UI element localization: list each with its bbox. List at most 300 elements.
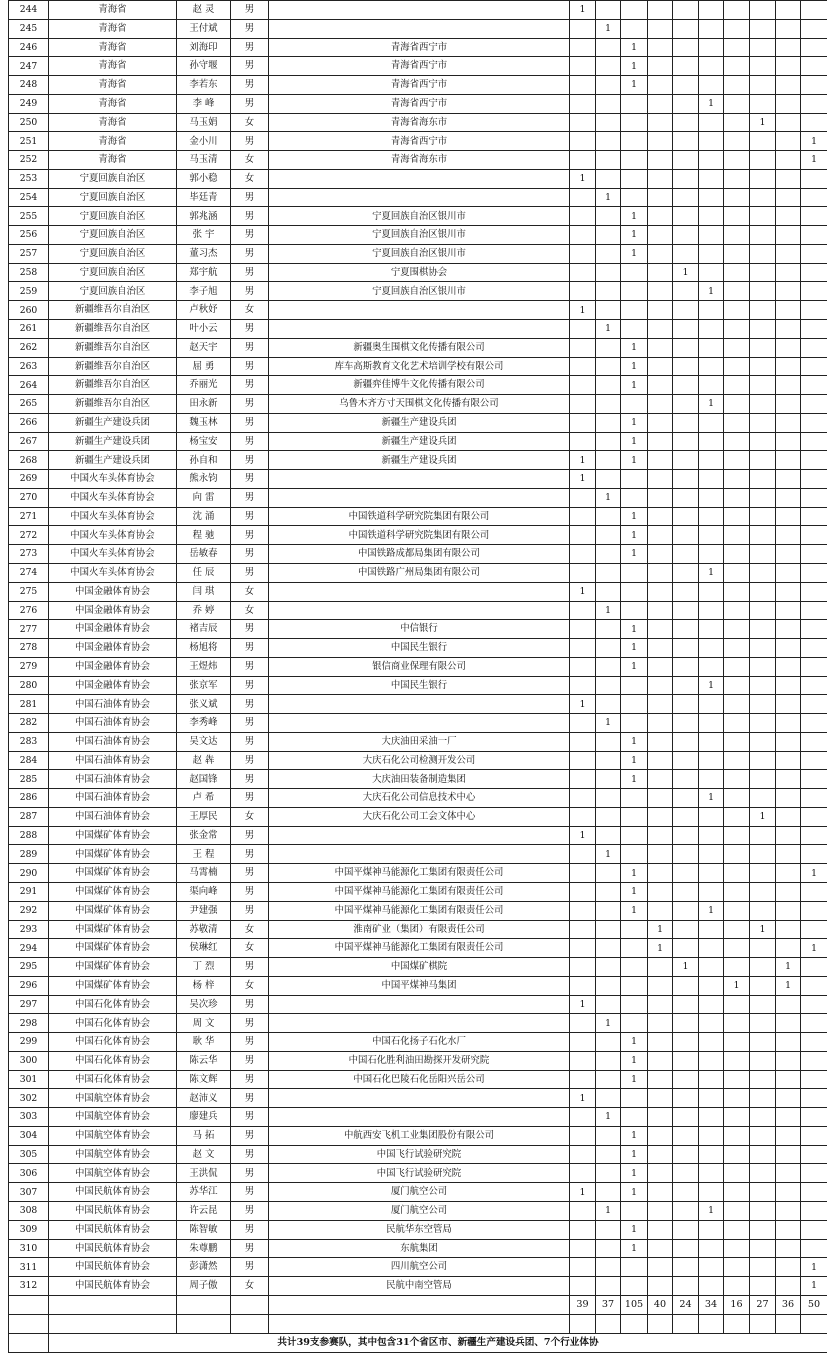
- category-mark: [699, 1051, 724, 1070]
- category-mark: [724, 38, 750, 57]
- category-total: 105: [621, 1295, 648, 1314]
- category-mark: [699, 695, 724, 714]
- category-mark: [801, 395, 827, 414]
- category-mark: 1: [621, 1183, 648, 1202]
- player-gender: 女: [231, 151, 269, 170]
- category-mark: [750, 995, 776, 1014]
- player-unit: [269, 470, 570, 489]
- team-region: 中国煤矿体育协会: [49, 901, 177, 920]
- category-mark: [596, 976, 621, 995]
- category-mark: [699, 751, 724, 770]
- category-mark: [801, 38, 827, 57]
- player-gender: 男: [231, 639, 269, 658]
- team-region: 中国航空体育协会: [49, 1089, 177, 1108]
- player-name: 郭兆涵: [177, 207, 231, 226]
- player-name: 程 驰: [177, 526, 231, 545]
- category-mark: [648, 563, 673, 582]
- category-mark: [673, 920, 699, 939]
- category-mark: [750, 263, 776, 282]
- player-gender: 男: [231, 1258, 269, 1277]
- category-mark: [801, 526, 827, 545]
- category-mark: [570, 958, 596, 977]
- category-mark: [570, 320, 596, 339]
- category-mark: [699, 451, 724, 470]
- player-unit: 民航中南空管局: [269, 1277, 570, 1296]
- category-mark: [776, 413, 801, 432]
- category-mark: [596, 526, 621, 545]
- player-name: 杨旭将: [177, 639, 231, 658]
- table-row: [9, 169, 827, 188]
- player-name: 赵 灵: [177, 1, 231, 20]
- category-mark: 1: [621, 864, 648, 883]
- category-mark: [724, 563, 750, 582]
- category-mark: [776, 1239, 801, 1258]
- category-mark: [621, 1, 648, 20]
- category-mark: [621, 939, 648, 958]
- category-mark: [648, 1089, 673, 1108]
- category-mark: [699, 357, 724, 376]
- team-region: 中国石化体育协会: [49, 1014, 177, 1033]
- player-name: 毕廷青: [177, 188, 231, 207]
- category-mark: [750, 676, 776, 695]
- category-mark: [673, 807, 699, 826]
- category-mark: [776, 1183, 801, 1202]
- category-mark: [750, 845, 776, 864]
- category-mark: [648, 244, 673, 263]
- category-mark: [801, 657, 827, 676]
- player-unit: 青海省西宁市: [269, 76, 570, 95]
- row-number: 258: [9, 263, 49, 282]
- category-mark: [673, 695, 699, 714]
- category-mark: [724, 151, 750, 170]
- category-mark: [776, 845, 801, 864]
- category-mark: [750, 901, 776, 920]
- category-mark: [801, 207, 827, 226]
- player-gender: 男: [231, 676, 269, 695]
- category-mark: [570, 113, 596, 132]
- category-mark: 1: [596, 1202, 621, 1221]
- category-mark: [570, 657, 596, 676]
- category-mark: [648, 263, 673, 282]
- category-mark: [570, 263, 596, 282]
- table-row: [9, 1164, 827, 1183]
- row-number: 277: [9, 620, 49, 639]
- team-region: 中国石化体育协会: [49, 995, 177, 1014]
- category-mark: 1: [570, 582, 596, 601]
- category-mark: [699, 807, 724, 826]
- team-region: 中国民航体育协会: [49, 1220, 177, 1239]
- category-mark: [699, 19, 724, 38]
- category-mark: [648, 57, 673, 76]
- category-mark: [673, 320, 699, 339]
- category-mark: [724, 1089, 750, 1108]
- row-number: 246: [9, 38, 49, 57]
- category-mark: [570, 1070, 596, 1089]
- category-mark: [596, 282, 621, 301]
- player-name: 朱尊鹏: [177, 1239, 231, 1258]
- category-mark: [750, 1108, 776, 1127]
- category-mark: [621, 1258, 648, 1277]
- category-mark: [570, 1258, 596, 1277]
- player-name: 赵天宇: [177, 338, 231, 357]
- player-unit: 中国铁道科学研究院集团有限公司: [269, 507, 570, 526]
- category-mark: [648, 976, 673, 995]
- team-region: 青海省: [49, 132, 177, 151]
- category-mark: [648, 395, 673, 414]
- player-name: 向 雷: [177, 488, 231, 507]
- player-gender: 男: [231, 1070, 269, 1089]
- player-gender: 男: [231, 470, 269, 489]
- category-mark: [801, 226, 827, 245]
- blank-cell: [673, 1314, 699, 1333]
- category-mark: [750, 451, 776, 470]
- category-mark: [724, 920, 750, 939]
- category-mark: [776, 1164, 801, 1183]
- category-mark: [621, 301, 648, 320]
- player-unit: 青海省海东市: [269, 151, 570, 170]
- category-mark: [673, 19, 699, 38]
- category-mark: [724, 244, 750, 263]
- category-mark: [750, 338, 776, 357]
- row-number: 267: [9, 432, 49, 451]
- category-mark: [673, 1202, 699, 1221]
- category-mark: 1: [801, 1258, 827, 1277]
- player-gender: 男: [231, 1145, 269, 1164]
- category-mark: [776, 1014, 801, 1033]
- category-mark: [776, 864, 801, 883]
- table-row: [9, 882, 827, 901]
- category-mark: [750, 226, 776, 245]
- table-row: [9, 151, 827, 170]
- category-mark: [750, 545, 776, 564]
- category-mark: [570, 939, 596, 958]
- category-mark: [724, 1070, 750, 1089]
- category-mark: [699, 526, 724, 545]
- category-mark: [673, 1277, 699, 1296]
- category-mark: [621, 563, 648, 582]
- category-mark: [699, 1070, 724, 1089]
- category-mark: [776, 732, 801, 751]
- category-mark: [570, 432, 596, 451]
- category-mark: [801, 976, 827, 995]
- table-row: [9, 976, 827, 995]
- category-mark: [776, 338, 801, 357]
- category-mark: [724, 57, 750, 76]
- table-row: [9, 751, 827, 770]
- category-mark: [724, 1, 750, 20]
- category-mark: [699, 470, 724, 489]
- blank-cell: [648, 1314, 673, 1333]
- category-mark: [724, 1202, 750, 1221]
- category-mark: [699, 488, 724, 507]
- category-mark: [673, 582, 699, 601]
- team-region: 青海省: [49, 57, 177, 76]
- category-mark: [776, 1220, 801, 1239]
- row-number: 251: [9, 132, 49, 151]
- category-mark: [724, 338, 750, 357]
- player-gender: 男: [231, 695, 269, 714]
- category-mark: [724, 451, 750, 470]
- player-name: 张金常: [177, 826, 231, 845]
- category-mark: [724, 751, 750, 770]
- category-mark: [801, 94, 827, 113]
- category-mark: 1: [750, 920, 776, 939]
- category-mark: [621, 470, 648, 489]
- team-region: 中国金融体育协会: [49, 639, 177, 658]
- player-name: 闫 琪: [177, 582, 231, 601]
- category-mark: [776, 76, 801, 95]
- category-mark: [724, 1108, 750, 1127]
- category-mark: 1: [596, 488, 621, 507]
- category-mark: [750, 38, 776, 57]
- category-mark: [750, 151, 776, 170]
- category-mark: [776, 320, 801, 339]
- category-mark: [699, 545, 724, 564]
- category-mark: [673, 1183, 699, 1202]
- category-mark: [776, 132, 801, 151]
- category-mark: [699, 882, 724, 901]
- category-mark: [699, 1183, 724, 1202]
- category-mark: [699, 976, 724, 995]
- totals-blank-cell: [49, 1295, 177, 1314]
- category-mark: [673, 38, 699, 57]
- team-region: 中国民航体育协会: [49, 1258, 177, 1277]
- row-number: 252: [9, 151, 49, 170]
- category-mark: [570, 732, 596, 751]
- category-mark: [596, 432, 621, 451]
- category-mark: [621, 789, 648, 808]
- category-mark: [776, 263, 801, 282]
- category-mark: [673, 864, 699, 883]
- category-mark: [596, 376, 621, 395]
- category-mark: [750, 789, 776, 808]
- category-mark: [673, 826, 699, 845]
- player-unit: 大庆油田采油一厂: [269, 732, 570, 751]
- category-mark: [673, 1145, 699, 1164]
- player-name: 乔 婷: [177, 601, 231, 620]
- row-number: 291: [9, 882, 49, 901]
- category-mark: 1: [621, 545, 648, 564]
- category-mark: [648, 188, 673, 207]
- category-mark: [673, 620, 699, 639]
- table-row: [9, 714, 827, 733]
- category-mark: [801, 413, 827, 432]
- player-name: 苏华江: [177, 1183, 231, 1202]
- player-unit: 大庆石化公司信息技术中心: [269, 789, 570, 808]
- category-mark: [699, 657, 724, 676]
- table-row: [9, 1183, 827, 1202]
- category-mark: 1: [621, 38, 648, 57]
- totals-blank-cell: [269, 1295, 570, 1314]
- player-unit: 厦门航空公司: [269, 1183, 570, 1202]
- category-mark: [776, 939, 801, 958]
- team-region: 中国火车头体育协会: [49, 488, 177, 507]
- category-mark: [648, 526, 673, 545]
- category-mark: [596, 1220, 621, 1239]
- category-mark: [596, 826, 621, 845]
- category-mark: [570, 789, 596, 808]
- team-region: 中国火车头体育协会: [49, 507, 177, 526]
- category-mark: [673, 639, 699, 658]
- category-mark: [648, 432, 673, 451]
- category-mark: [776, 470, 801, 489]
- category-mark: [750, 19, 776, 38]
- blank-row: [9, 1314, 827, 1333]
- category-mark: [673, 188, 699, 207]
- category-mark: [724, 357, 750, 376]
- player-gender: 女: [231, 939, 269, 958]
- player-name: 陈文辉: [177, 1070, 231, 1089]
- category-mark: [699, 1239, 724, 1258]
- table-row: [9, 995, 827, 1014]
- team-region: 宁夏回族自治区: [49, 244, 177, 263]
- player-unit: 民航华东空管局: [269, 1220, 570, 1239]
- player-name: 彭潇然: [177, 1258, 231, 1277]
- category-mark: [673, 789, 699, 808]
- category-mark: 1: [621, 1033, 648, 1052]
- table-row: [9, 807, 827, 826]
- table-row: [9, 657, 827, 676]
- category-mark: [750, 770, 776, 789]
- team-region: 宁夏回族自治区: [49, 207, 177, 226]
- team-region: 中国火车头体育协会: [49, 526, 177, 545]
- category-mark: [570, 76, 596, 95]
- category-mark: [648, 470, 673, 489]
- category-mark: 1: [648, 939, 673, 958]
- category-mark: [648, 582, 673, 601]
- table-row: [9, 901, 827, 920]
- category-mark: [673, 845, 699, 864]
- category-mark: [648, 94, 673, 113]
- category-mark: [750, 563, 776, 582]
- player-name: 尹建强: [177, 901, 231, 920]
- player-gender: 男: [231, 751, 269, 770]
- summary-note: 共计39支参赛队，其中包含31个省区市、新疆生产建设兵团、7个行业体协: [49, 1333, 827, 1352]
- row-number: 261: [9, 320, 49, 339]
- category-mark: [648, 320, 673, 339]
- category-mark: [801, 1108, 827, 1127]
- player-name: 王煜炜: [177, 657, 231, 676]
- player-unit: 新疆弈佳博牛文化传播有限公司: [269, 376, 570, 395]
- category-mark: [596, 1126, 621, 1145]
- category-mark: [724, 507, 750, 526]
- category-mark: [776, 1145, 801, 1164]
- table-row: [9, 19, 827, 38]
- category-mark: [570, 57, 596, 76]
- table-row: [9, 789, 827, 808]
- category-mark: [699, 601, 724, 620]
- player-unit: 新疆奥生围棋文化传播有限公司: [269, 338, 570, 357]
- category-mark: 1: [570, 1089, 596, 1108]
- category-mark: [750, 301, 776, 320]
- category-mark: 1: [673, 958, 699, 977]
- category-mark: [724, 301, 750, 320]
- category-mark: [801, 676, 827, 695]
- category-mark: 1: [801, 132, 827, 151]
- category-mark: [776, 244, 801, 263]
- category-mark: [648, 826, 673, 845]
- row-number: 298: [9, 1014, 49, 1033]
- category-mark: [673, 507, 699, 526]
- category-mark: [596, 57, 621, 76]
- category-mark: [699, 1220, 724, 1239]
- category-total: 40: [648, 1295, 673, 1314]
- category-mark: [724, 845, 750, 864]
- category-mark: [596, 507, 621, 526]
- table-row: [9, 1089, 827, 1108]
- team-region: 中国石油体育协会: [49, 751, 177, 770]
- row-number: 283: [9, 732, 49, 751]
- category-mark: [596, 244, 621, 263]
- category-mark: [648, 169, 673, 188]
- category-mark: [801, 563, 827, 582]
- category-mark: [570, 1164, 596, 1183]
- category-mark: [673, 526, 699, 545]
- category-mark: 1: [750, 807, 776, 826]
- category-mark: [750, 882, 776, 901]
- category-mark: [570, 751, 596, 770]
- row-number: 254: [9, 188, 49, 207]
- category-mark: [750, 376, 776, 395]
- table-row: [9, 207, 827, 226]
- category-mark: [596, 132, 621, 151]
- player-unit: 中国平煤神马能源化工集团有限责任公司: [269, 901, 570, 920]
- category-mark: [648, 413, 673, 432]
- category-mark: [596, 1183, 621, 1202]
- category-mark: [699, 376, 724, 395]
- row-number: 245: [9, 19, 49, 38]
- player-gender: 女: [231, 113, 269, 132]
- category-mark: [673, 732, 699, 751]
- row-number: 263: [9, 357, 49, 376]
- player-unit: [269, 714, 570, 733]
- player-gender: 男: [231, 1164, 269, 1183]
- category-mark: [699, 845, 724, 864]
- category-mark: [750, 526, 776, 545]
- player-name: 马 拓: [177, 1126, 231, 1145]
- category-mark: [750, 1164, 776, 1183]
- category-mark: [648, 657, 673, 676]
- row-number: 275: [9, 582, 49, 601]
- player-unit: [269, 1089, 570, 1108]
- category-mark: [801, 1239, 827, 1258]
- category-mark: [750, 714, 776, 733]
- row-number: 305: [9, 1145, 49, 1164]
- category-mark: 1: [699, 282, 724, 301]
- row-number: 269: [9, 470, 49, 489]
- player-gender: 男: [231, 882, 269, 901]
- player-gender: 男: [231, 1126, 269, 1145]
- category-mark: [801, 582, 827, 601]
- player-gender: 男: [231, 1033, 269, 1052]
- category-mark: [801, 1202, 827, 1221]
- category-mark: [570, 338, 596, 357]
- category-mark: [596, 113, 621, 132]
- category-mark: [648, 1258, 673, 1277]
- team-region: 中国石油体育协会: [49, 789, 177, 808]
- category-mark: 1: [596, 1014, 621, 1033]
- player-gender: 女: [231, 976, 269, 995]
- team-region: 中国金融体育协会: [49, 657, 177, 676]
- category-mark: [699, 151, 724, 170]
- category-mark: [750, 1089, 776, 1108]
- category-mark: 1: [570, 451, 596, 470]
- category-mark: [648, 488, 673, 507]
- category-mark: [801, 732, 827, 751]
- category-mark: [648, 732, 673, 751]
- category-mark: 1: [621, 244, 648, 263]
- category-mark: 1: [673, 263, 699, 282]
